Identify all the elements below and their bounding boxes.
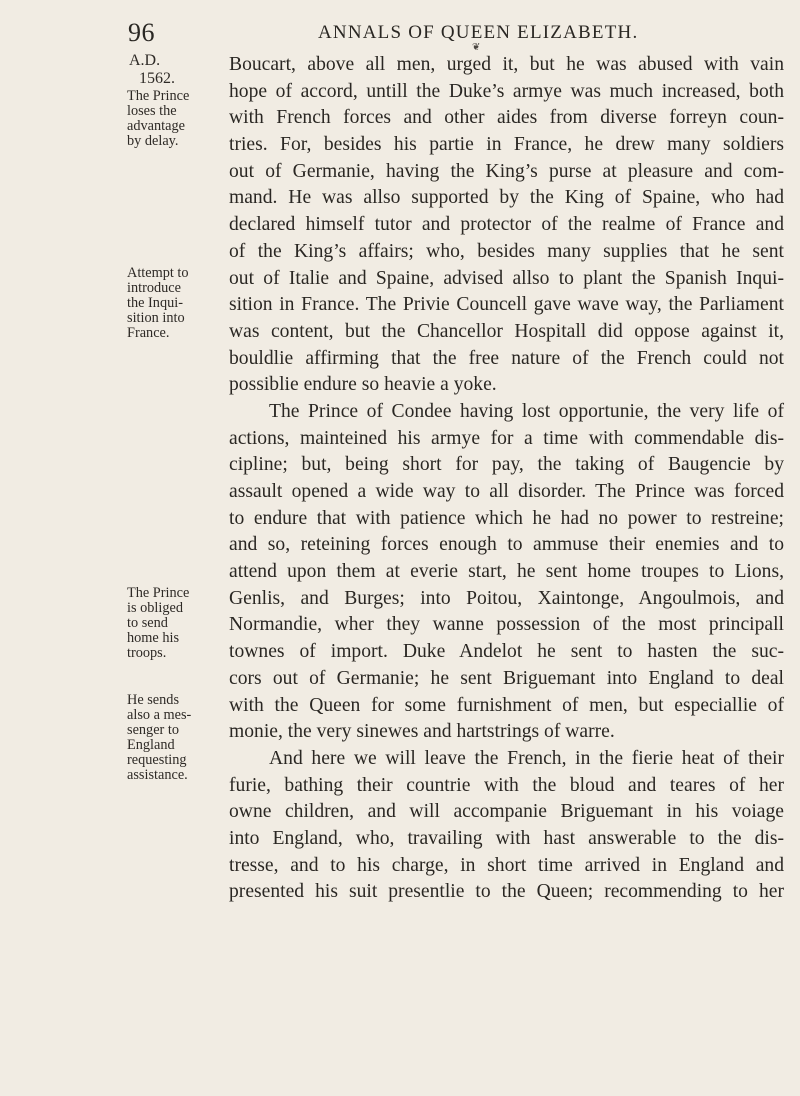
text-line: hope of accord, untill the Duke’s armye was much increased, both <box>229 80 784 102</box>
margin-note-line: requesting <box>127 752 187 768</box>
text-line: Normandie, wher they wanne possession of the most principall <box>229 614 784 636</box>
margin-note-line: the Inqui- <box>127 295 183 311</box>
text-line: Boucart, above all men, urged it, but he was abused with vain <box>229 54 784 75</box>
margin-note-line: England <box>127 737 175 753</box>
margin-note-line: by delay. <box>127 133 179 149</box>
text-line: to endure that with patience which he had no power to restreine; <box>229 507 784 529</box>
margin-date-year: 1562. <box>139 70 175 87</box>
text-line: tries. For, besides his partie in France, he drew many soldiers <box>229 134 784 156</box>
text-line: with French forces and other aides from diverse forreyn coun- <box>229 107 784 129</box>
text-line: And here we will leave the French, in the fierie heat of their <box>269 747 784 769</box>
text-line: actions, mainteined his armye for a time with commendable dis- <box>229 427 784 449</box>
margin-note-prince-loses-advantage <box>127 89 211 149</box>
text-line: possiblie endure so heavie a yoke. <box>229 374 497 396</box>
main-text <box>229 52 784 906</box>
margin-note-line: is obliged <box>127 600 183 616</box>
text-line: sition in France. The Privie Councell gave wave way, the Parliament <box>229 294 784 316</box>
margin-date-ad: A.D. <box>129 52 161 69</box>
text-line: Genlis, and Burges; into Poitou, Xaintonge, Angoulmois, and <box>229 587 784 609</box>
text-line: mand. He was allso supported by the King of Spaine, who had <box>229 187 784 209</box>
text-line: furie, bathing their countrie with the bloud and teares of her <box>229 774 784 796</box>
text-line: townes of import. Duke Andelot he sent to hasten the suc- <box>229 641 784 663</box>
margin-note-line: Attempt to <box>127 265 189 281</box>
text-line: declared himself tutor and protector of the realme of France and <box>229 214 784 236</box>
margin-note-line: home his <box>127 630 180 646</box>
margin-note-line: also a mes- <box>127 707 192 723</box>
text-line: out of Italie and Spaine, advised allso to plant the Spanish Inqui- <box>229 267 784 289</box>
margin-note-inquisition <box>127 266 211 341</box>
margin-note-line: sition into <box>127 310 185 326</box>
fleuron-ornament-icon: ❦ <box>472 42 481 53</box>
text-line: owne children, and will accompanie Briguemant in his voiage <box>229 801 784 823</box>
text-line: out of Germanie, having the King’s purse at pleasure and com- <box>229 160 784 182</box>
text-line: bouldlie affirming that the free nature of the French could not <box>229 347 784 369</box>
text-line: with the Queen for some furnishment of men, but especiallie of <box>229 694 784 716</box>
text-line: assault opened a wide way to all disorder. The Prince was forced <box>229 481 784 502</box>
text-line: of the King’s affairs; who, besides many supplies that he sent <box>229 240 784 262</box>
running-head: ANNALS OF QUEEN ELIZABETH. <box>318 22 639 43</box>
text-line: attend upon them at everie start, he sent home troupes to Lions, <box>229 561 784 583</box>
text-line: was content, but the Chancellor Hospitall did oppose against it, <box>229 320 784 342</box>
margin-note-line: France. <box>127 325 170 341</box>
margin-note-sends-home-troops <box>127 586 211 661</box>
text-line: monie, the very sinewes and hartstrings of warre. <box>229 721 615 743</box>
text-line: cipline; but, being short for pay, the taking of Baugencie by <box>229 454 784 476</box>
text-line: tresse, and to his charge, in short time arrived in England and <box>229 854 784 876</box>
margin-note-line: introduce <box>127 280 181 296</box>
margin-date <box>127 52 211 88</box>
margin-note-line: troops. <box>127 645 167 661</box>
margin-note-messenger-to-england <box>127 693 211 783</box>
margin-note-line: The Prince <box>127 585 190 601</box>
text-line: into England, who, travailing with hast answerable to the dis- <box>229 827 784 849</box>
margin-note-line: advantage <box>127 118 185 134</box>
margin-note-line: to send <box>127 615 168 631</box>
text-line: The Prince of Condee having lost opportunie, the very life of <box>269 400 784 422</box>
margin-note-line: The Prince <box>127 88 190 104</box>
page-header <box>0 18 800 53</box>
text-line: cors out of Germanie; he sent Briguemant into England to deal <box>229 667 784 689</box>
margin-note-line: assistance. <box>127 767 188 783</box>
margin-note-line: senger to <box>127 722 180 738</box>
page-number: 96 <box>128 18 155 47</box>
margin-note-line: loses the <box>127 103 177 119</box>
text-line: presented his suit presentlie to the Queen; recommending to her <box>229 881 784 903</box>
margin-note-line: He sends <box>127 692 180 708</box>
text-line: and so, reteining forces enough to ammuse their enemies and to <box>229 534 784 556</box>
